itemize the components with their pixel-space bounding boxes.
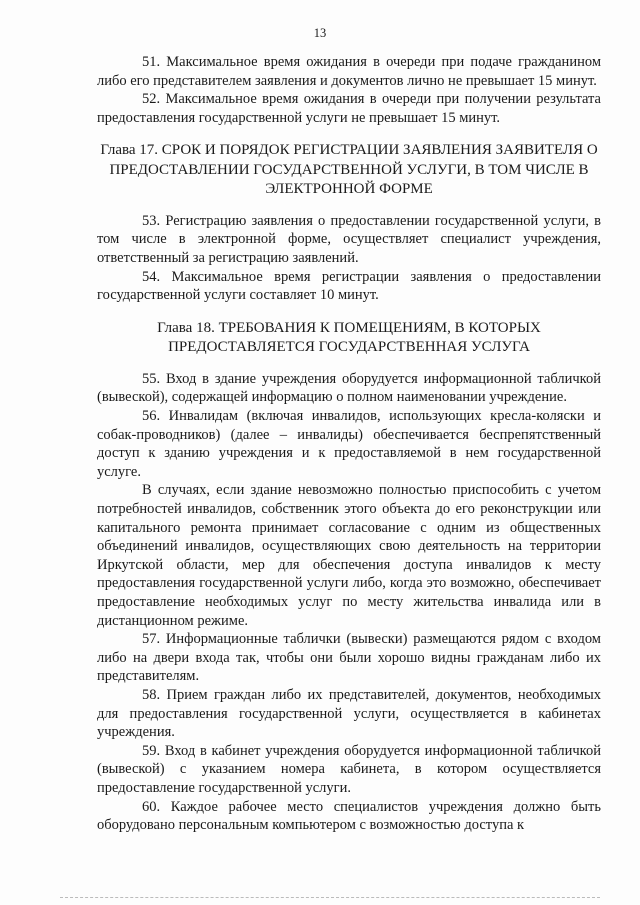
paragraph-59: 59. Вход в кабинет учреждения оборудуется информационной табличкой (вывеской) с указанием номера кабинета, в котором осуществляется предоставление государственной услуги. (97, 742, 601, 796)
page-number: 13 (313, 26, 327, 40)
page-bottom-edge (60, 897, 600, 899)
paragraph-54: 54. Максимальное время регистрации заявления о предоставлении государственной услуги составляет 10 минут. (97, 268, 601, 304)
paragraph-56-continuation: В случаях, если здание невозможно полностью приспособить с учетом потребностей инвалидов, собственник этого объекта до его реконструкции или капитального ремонта принимает согласование с одним из общественных объединений инвалидов, осуществляющих свою деятельность на территории Иркутской области, мер для обеспечения доступа инвалидов к месту предоставления государственной услуги либо, когда это возможно, обеспечивает предоставление необходимых услуг по месту жительства инвалида или в дистанционном режиме. (97, 482, 601, 629)
document-body (97, 53, 601, 835)
paragraph-56: 56. Инвалидам (включая инвалидов, использующих кресла-коляски и собак-проводников) (далее – инвалиды) обеспечивается беспрепятственный доступ к зданию учреждения и к предоставляемой в нем государственной услуге. (97, 408, 601, 480)
paragraph-52: 52. Максимальное время ожидания в очереди при получении результата предоставления государственной услуги не превышает 15 минут. (97, 91, 601, 126)
paragraph-57: 57. Информационные таблички (вывески) размещаются рядом с входом либо на двери входа так, чтобы они были хорошо видны гражданам либо их представителям. (97, 631, 601, 685)
chapter-17-heading: Глава 17. СРОК И ПОРЯДОК РЕГИСТРАЦИИ ЗАЯВЛЕНИЯ ЗАЯВИТЕЛЯ О ПРЕДОСТАВЛЕНИИ ГОСУДАРСТВЕННОЙ УСЛУГИ, В ТОМ ЧИСЛЕ В ЭЛЕКТРОННОЙ ФОРМЕ (100, 142, 598, 198)
paragraph-58: 58. Прием граждан либо их представителей, документов, необходимых для предоставления государственной услуги, осуществляется в кабинетах учреждения. (97, 686, 601, 741)
chapter-18-heading: Глава 18. ТРЕБОВАНИЯ К ПОМЕЩЕНИЯМ, В КОТОРЫХ ПРЕДОСТАВЛЯЕТСЯ ГОСУДАРСТВЕННАЯ УСЛУГА (157, 319, 541, 356)
paragraph-51: 51. Максимальное время ожидания в очереди при подаче гражданином либо его представителем заявления и документов лично не превышает 15 минут. (97, 54, 601, 89)
paragraph-55: 55. Вход в здание учреждения оборудуется информационной табличкой (вывеской), содержащей информацию о полном наименовании учреждение. (97, 370, 601, 406)
paragraph-53: 53. Регистрацию заявления о предоставлении государственной услуги, в том числе в электронной форме, осуществляет специалист учреждения, ответственный за регистрацию заявлений. (97, 212, 601, 267)
paragraph-60: 60. Каждое рабочее место специалистов учреждения должно быть оборудовано персональным компьютером с возможностью доступа к (97, 798, 601, 834)
